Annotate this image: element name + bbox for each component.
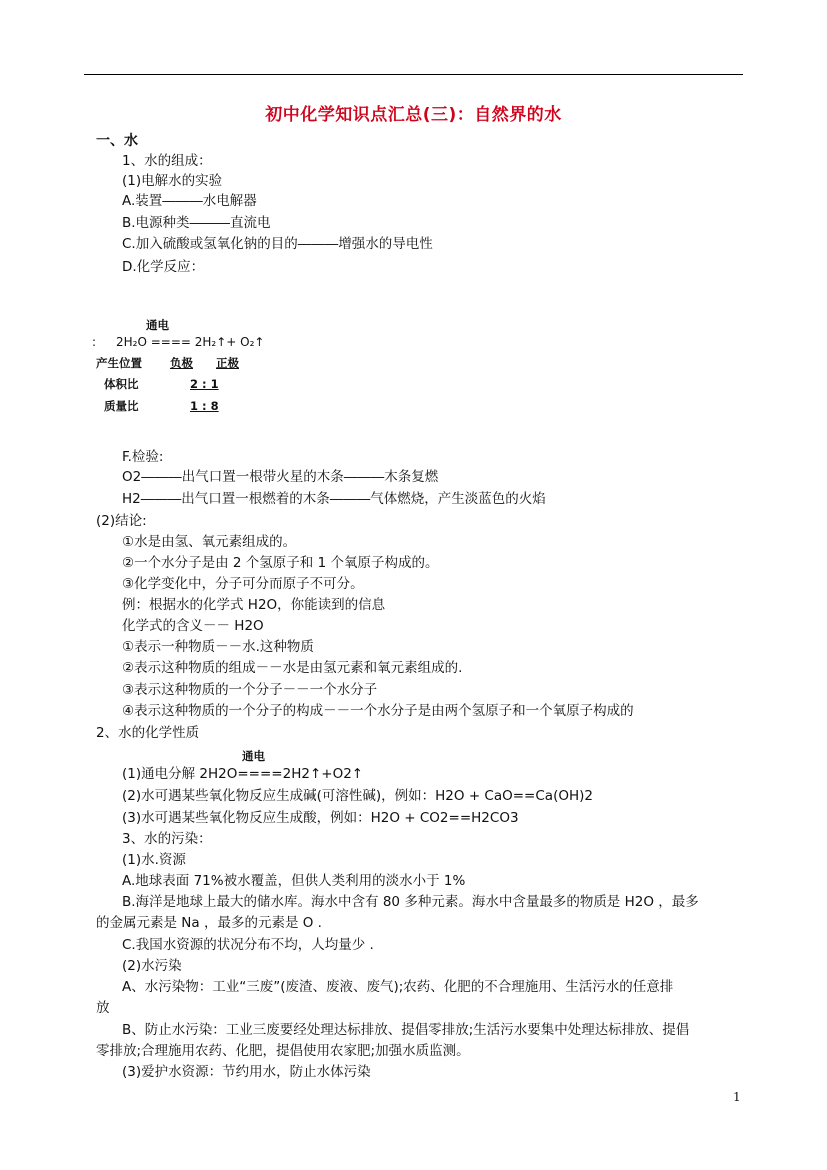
formula-meaning: 化学式的含义－－ H2O: [122, 618, 264, 634]
equation-condition: 通电: [146, 318, 169, 332]
conclusion-heading: (2)结论:: [96, 513, 147, 529]
mass-ratio-label: 质量比: [104, 399, 139, 413]
resources-b-line2: 的金属元素是 Na ，最多的元素是 O .: [96, 915, 322, 931]
electrolysis-subheading: (1)电解水的实验: [122, 173, 223, 189]
conclusion-1: ①水是由氢、氧元素组成的。: [122, 534, 297, 550]
item-b: B.电源种类―――直流电: [122, 215, 271, 231]
test-o2: O2―――出气口置一根带火星的木条―――木条复燃: [122, 469, 439, 485]
decomposition-condition: 通电: [242, 749, 265, 763]
item-c: C.加入硫酸或氢氧化钠的目的―――增强水的导电性: [122, 236, 433, 252]
section-heading-water: 一、水: [96, 133, 138, 149]
conclusion-3: ③化学变化中，分子可分而原子不可分。: [122, 576, 364, 592]
meaning-4: ④表示这种物质的一个分子的构成－－一个水分子是由两个氢原子和一个氧原子构成的: [122, 703, 634, 719]
example-line: 例：根据水的化学式 H2O，你能读到的信息: [122, 597, 386, 613]
header-rule: [84, 74, 743, 75]
chem-prop-3: (3)水可遇某些氧化物反应生成酸，例如：H2O + CO2==H2CO3: [122, 810, 519, 826]
chem-props-heading: 2、水的化学性质: [96, 725, 200, 741]
water-resources-subheading: (1)水.资源: [122, 852, 186, 868]
resources-c: C.我国水资源的状况分布不均，人均量少 .: [122, 937, 374, 953]
protect-water-subheading: (3)爱护水资源：节约用水，防止水体污染: [122, 1064, 371, 1080]
pollutants-line1: A、水污染物：工业“三废”(废渣、废液、废气);农药、化肥的不合理施用、生活污水的任意排: [122, 979, 674, 995]
prevention-line2: 零排放;合理施用农药、化肥，提倡使用农家肥;加强水质监测。: [96, 1043, 470, 1059]
mass-ratio-value: 1 : 8: [190, 399, 219, 413]
page-title: 初中化学知识点汇总(三)：自然界的水: [265, 105, 562, 125]
page-number: 1: [733, 1090, 741, 1104]
chem-prop-1: (1)通电分解 2H2O====2H2↑+O2↑: [122, 766, 364, 782]
resources-b-line1: B.海洋是地球上最大的储水库。海水中含有 80 多种元素。海水中含量最多的物质是 H2O ，最多: [122, 894, 699, 910]
conclusion-2: ②一个水分子是由 2 个氢原子和 1 个氧原子构成的。: [122, 555, 439, 571]
composition-heading: 1、水的组成：: [122, 153, 212, 169]
test-heading: F.检验:: [122, 449, 164, 465]
water-pollution-subheading: (2)水污染: [122, 958, 182, 974]
pollutants-line2: 放: [96, 1000, 110, 1016]
item-a: A.装置―――水电解器: [122, 193, 257, 209]
meaning-1: ①表示一种物质－－水.这种物质: [122, 639, 314, 655]
chem-prop-2: (2)水可遇某些氧化物反应生成碱(可溶性碱)，例如：H2O + CaO==Ca(OH)2: [122, 788, 593, 804]
prevention-line1: B、防止水污染：工业三废要经处理达标排放、提倡零排放;生活污水要集中处理达标排放、提倡: [122, 1022, 690, 1038]
volume-ratio-value: 2 : 1: [190, 377, 219, 391]
volume-ratio-label: 体积比: [104, 377, 139, 391]
pollution-heading: 3、水的污染：: [122, 831, 212, 847]
meaning-2: ②表示这种物质的组成－－水是由氢元素和氧元素组成的.: [122, 660, 463, 676]
item-d: D.化学反应：: [122, 259, 205, 275]
test-h2: H2―――出气口置一根燃着的木条―――气体燃烧，产生淡蓝色的火焰: [122, 491, 546, 507]
resources-a: A.地球表面 71%被水覆盖，但供人类利用的淡水小于 1%: [122, 873, 466, 889]
electrolysis-equation: 2H₂O ==== 2H₂↑+ O₂↑: [116, 335, 265, 349]
meaning-3: ③表示这种物质的一个分子－－一个水分子: [122, 682, 378, 698]
negative-electrode: 负极: [170, 356, 193, 370]
positive-electrode: 正极: [216, 356, 239, 370]
equation-colon: :: [92, 335, 97, 349]
position-label: 产生位置: [96, 356, 142, 370]
